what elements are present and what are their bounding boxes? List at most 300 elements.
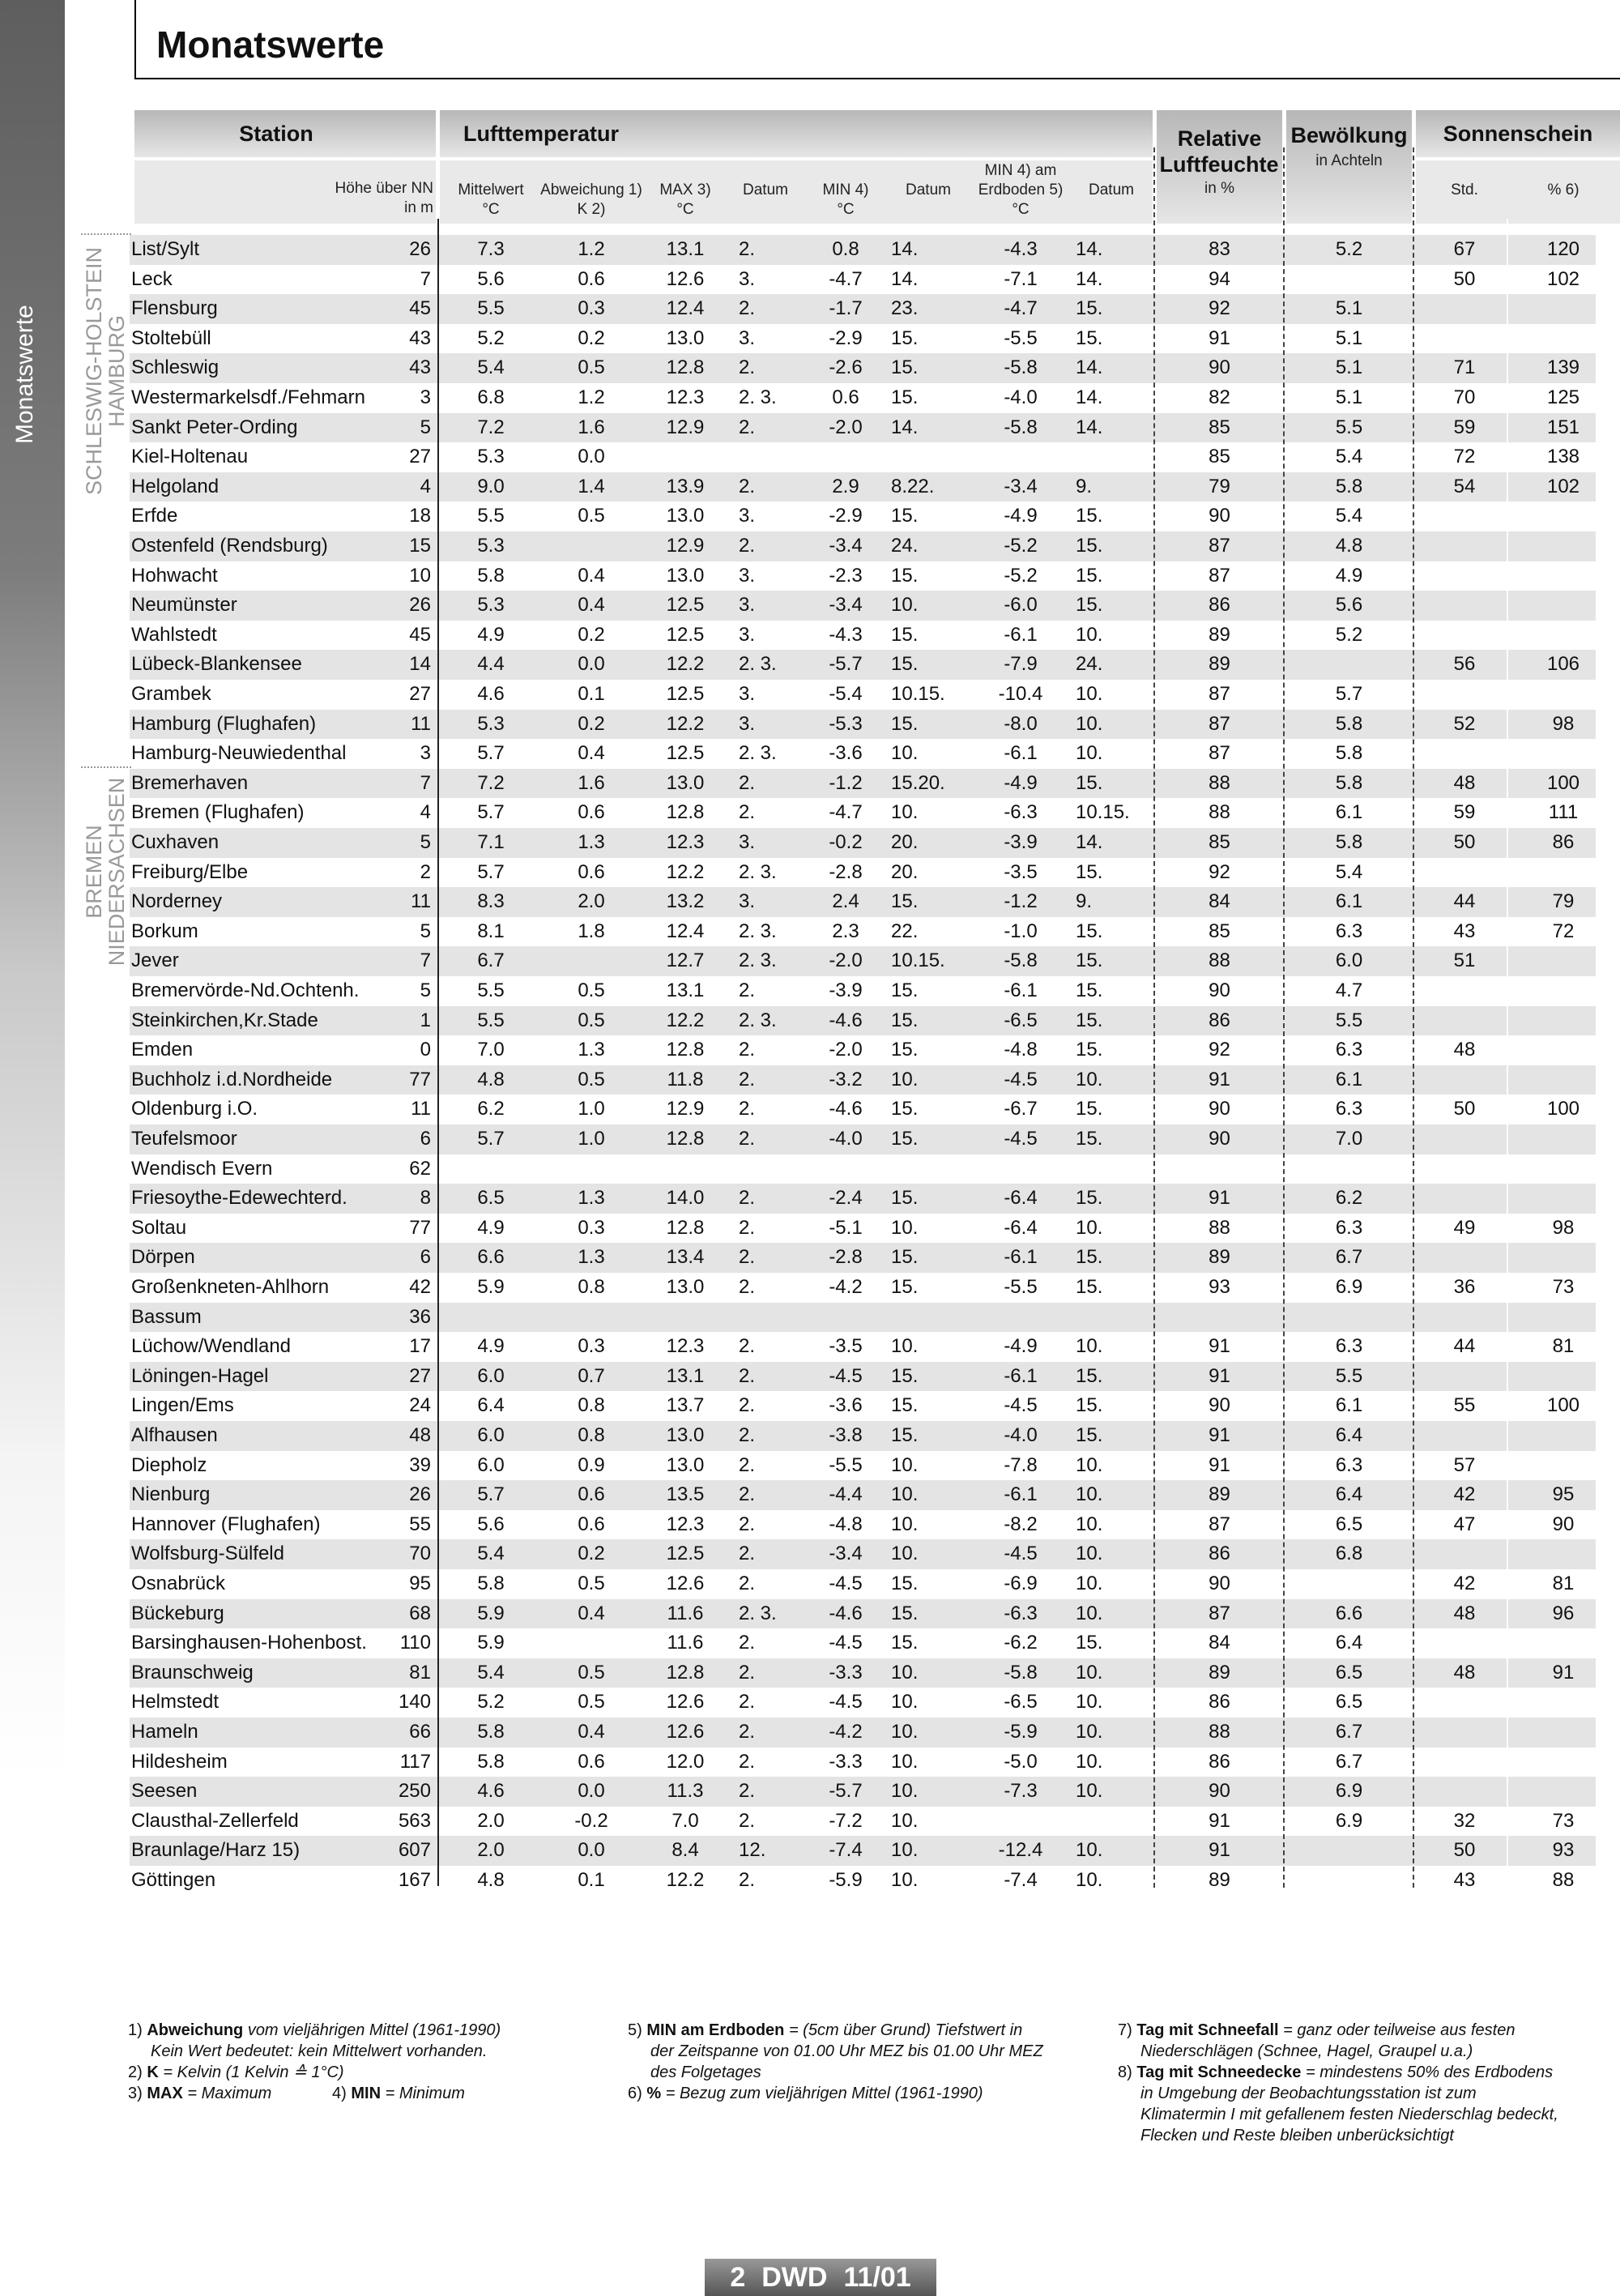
- max-date: 2. 3.: [739, 1009, 777, 1031]
- station-name: Wendisch Evern: [131, 1157, 273, 1180]
- table-row: [130, 1154, 1596, 1184]
- max-temp: 12.8: [666, 1216, 705, 1239]
- max-temp: 13.9: [666, 475, 705, 497]
- station-name: Steinkirchen,Kr.Stade: [131, 1009, 318, 1031]
- ground-date: 10.: [1076, 1602, 1103, 1624]
- ground-date: 10.: [1076, 1839, 1103, 1862]
- deviation: 0.5: [578, 1573, 605, 1594]
- cloud-cover: 6.1: [1335, 1068, 1363, 1090]
- mean-temp: 5.7: [477, 1128, 505, 1150]
- deviation: 1.3: [578, 1187, 605, 1210]
- table-row: [130, 1480, 1596, 1510]
- ground-date: 10.: [1076, 1483, 1103, 1506]
- footnote-text: = Maximum: [187, 2085, 272, 2102]
- ground-date: 14.: [1076, 416, 1103, 438]
- deviation: 0.4: [578, 742, 605, 765]
- mean-temp: 7.1: [477, 831, 505, 853]
- ground-min: -4.9: [1004, 771, 1038, 794]
- cloud-cover: 5.7: [1335, 683, 1363, 705]
- footnote-text: = Kelvin (1 Kelvin ≙ 1°C): [163, 2063, 344, 2081]
- height: 14: [409, 653, 431, 676]
- sunshine-hours: 43: [1453, 1869, 1476, 1891]
- ground-date: 10.: [1076, 1335, 1103, 1358]
- deviation: 0.8: [578, 1276, 605, 1298]
- cloud-cover: 6.8: [1335, 1543, 1363, 1565]
- footnote-term: MIN: [351, 2085, 382, 2102]
- ground-min: -6.3: [1004, 801, 1038, 824]
- min-date: 8.22.: [891, 475, 935, 497]
- cloud-cover: 6.3: [1335, 1335, 1363, 1358]
- ground-date: 24.: [1076, 653, 1103, 676]
- deviation: 1.0: [578, 1098, 605, 1120]
- max-temp: 13.1: [666, 979, 705, 1001]
- footnote-number: 6): [628, 2085, 642, 2102]
- sunshine-percent: 79: [1552, 890, 1575, 913]
- deviation: 0.8: [578, 1424, 605, 1446]
- ground-min: -4.9: [1004, 1335, 1038, 1358]
- station-name: Grambek: [131, 683, 211, 705]
- station-name: Barsinghausen-Hohenbost.: [131, 1632, 367, 1654]
- max-temp: 12.3: [666, 1513, 705, 1535]
- min-temp: -2.3: [829, 564, 863, 587]
- cloud-cover: 5.8: [1335, 475, 1363, 497]
- deviation: 1.0: [578, 1128, 605, 1150]
- humidity: 87: [1209, 683, 1230, 705]
- mean-temp: 5.7: [477, 801, 505, 824]
- table-row: [130, 1184, 1596, 1214]
- humidity: 92: [1209, 297, 1230, 320]
- station-name: Bückeburg: [131, 1602, 224, 1624]
- height: 6: [420, 1128, 431, 1150]
- humidity: 88: [1209, 771, 1230, 794]
- ground-min: -6.1: [1004, 623, 1038, 646]
- table-row: [130, 828, 1596, 858]
- humidity: 84: [1209, 890, 1230, 913]
- humidity: 89: [1209, 1246, 1230, 1269]
- height: 18: [409, 505, 431, 527]
- sunshine-hours: 50: [1453, 267, 1476, 290]
- group-line2: HAMBURG: [104, 315, 129, 428]
- max-temp: 12.5: [666, 683, 705, 705]
- mean-temp: 6.0: [477, 1453, 505, 1476]
- ground-date: 15.: [1076, 1039, 1103, 1061]
- sunshine-percent: 151: [1546, 416, 1580, 438]
- ground-min: -6.4: [1004, 1187, 1038, 1210]
- cloud-cover: 6.1: [1335, 1394, 1363, 1417]
- ground-min: -6.2: [1004, 1632, 1038, 1654]
- max-temp: 11.8: [667, 1068, 704, 1090]
- humidity: 90: [1209, 1573, 1230, 1594]
- ground-date: 10.: [1076, 1453, 1103, 1476]
- height: 43: [409, 326, 431, 349]
- footnote-term: MIN am Erdboden: [646, 2021, 785, 2039]
- humidity: 92: [1209, 860, 1230, 883]
- ground-date: 14.: [1076, 356, 1103, 379]
- min-date: 15.: [891, 1602, 919, 1624]
- height: 45: [409, 623, 431, 646]
- deviation: 0.3: [578, 1216, 605, 1239]
- humidity: 90: [1209, 1780, 1230, 1803]
- station-name: Buchholz i.d.Nordheide: [131, 1068, 333, 1090]
- ground-date: 15.: [1076, 1632, 1103, 1654]
- footnote-text: in Umgebung der Beobachtungsstation ist zum: [1140, 2085, 1477, 2102]
- sunshine-percent: 102: [1546, 267, 1580, 290]
- column-divider: [437, 219, 439, 1886]
- deviation: 0.2: [578, 712, 605, 735]
- ground-min: -6.4: [1004, 1216, 1038, 1239]
- max-temp: 13.0: [666, 1424, 705, 1446]
- mean-temp: 5.3: [477, 594, 505, 617]
- ground-date: 15.: [1076, 1009, 1103, 1031]
- max-date: 3.: [739, 712, 756, 735]
- ground-min: -10.4: [998, 683, 1043, 705]
- footnote-7: [1118, 2020, 1616, 2062]
- footnote-text: der Zeitspanne von 01.00 Uhr MEZ bis 01.00 Uhr MEZ: [650, 2042, 1043, 2060]
- height: 17: [409, 1335, 431, 1358]
- min-date: 10.15.: [891, 683, 945, 705]
- height: 27: [409, 683, 431, 705]
- mean-temp: 4.9: [477, 1335, 505, 1358]
- min-temp: -2.0: [829, 416, 863, 438]
- min-temp: -4.6: [829, 1009, 863, 1031]
- sunshine-hours: 50: [1453, 831, 1476, 853]
- station-name: Braunlage/Harz 15): [131, 1839, 301, 1862]
- height: 11: [411, 890, 431, 913]
- humidity: 91: [1209, 1839, 1230, 1862]
- sunshine-percent: 91: [1552, 1661, 1575, 1684]
- station-name: Borkum: [131, 920, 198, 942]
- deviation: 0.8: [578, 1394, 605, 1417]
- humidity: 90: [1209, 1128, 1230, 1150]
- ground-min: -5.9: [1004, 1721, 1038, 1743]
- max-date: 2.: [739, 1543, 756, 1565]
- min-temp: -7.4: [829, 1839, 863, 1862]
- min-date: 10.: [891, 742, 919, 765]
- ground-min: -6.9: [1004, 1573, 1038, 1594]
- height: 27: [409, 1364, 431, 1387]
- ground-min: -7.8: [1004, 1453, 1038, 1476]
- height: 26: [409, 1483, 431, 1506]
- max-date: 3.: [739, 683, 756, 705]
- max-temp: 13.1: [666, 1364, 705, 1387]
- cloud-cover: 5.1: [1335, 386, 1363, 408]
- ground-date: 10.: [1076, 1691, 1103, 1713]
- table-row: [130, 1332, 1596, 1362]
- header-hoehe-2: in m: [404, 199, 433, 216]
- sunshine-percent: 73: [1552, 1276, 1575, 1298]
- height: 10: [409, 564, 431, 587]
- cloud-cover: 6.3: [1335, 1039, 1363, 1061]
- ground-min: -6.1: [1004, 979, 1038, 1001]
- footnote-text: Niederschlägen (Schnee, Hagel, Graupel u.a.): [1140, 2042, 1473, 2060]
- sunshine-percent: 93: [1552, 1839, 1575, 1862]
- cloud-cover: 6.4: [1335, 1424, 1363, 1446]
- min-date: 15.: [891, 1424, 919, 1446]
- ground-date: 9.: [1076, 475, 1093, 497]
- min-date: 15.: [891, 890, 919, 913]
- ground-date: 10.: [1076, 1216, 1103, 1239]
- max-date: 2.: [739, 1750, 756, 1773]
- mean-temp: 5.5: [477, 979, 505, 1001]
- station-name: Wahlstedt: [131, 623, 217, 646]
- max-date: 2.: [739, 1098, 756, 1120]
- height: 27: [409, 446, 431, 468]
- humidity: 88: [1209, 1721, 1230, 1743]
- min-date: 10.: [891, 1721, 919, 1743]
- mean-temp: 7.3: [477, 238, 505, 260]
- deviation: 0.5: [578, 505, 605, 527]
- cloud-cover: 5.4: [1335, 505, 1363, 527]
- mean-temp: 4.9: [477, 623, 505, 646]
- page-number: 2: [730, 2261, 746, 2293]
- max-temp: 12.2: [666, 1009, 705, 1031]
- ground-min: -4.9: [1004, 505, 1038, 527]
- sunshine-hours: 42: [1453, 1483, 1476, 1506]
- max-date: 2.: [739, 1187, 756, 1210]
- deviation: 0.1: [578, 1869, 605, 1891]
- table-row: [130, 1214, 1596, 1244]
- humidity: 79: [1209, 475, 1230, 497]
- humidity: 90: [1209, 505, 1230, 527]
- table-row: [130, 294, 1596, 324]
- max-temp: 12.9: [666, 416, 705, 438]
- table-row: [130, 1035, 1596, 1065]
- mean-temp: 5.3: [477, 535, 505, 557]
- ground-min: -5.8: [1004, 356, 1038, 379]
- table-row: [130, 324, 1596, 354]
- table-row: [130, 1569, 1596, 1599]
- height: 3: [420, 386, 431, 408]
- sunshine-hours: 71: [1453, 356, 1476, 379]
- min-temp: -0.2: [829, 831, 863, 853]
- max-date: 2.: [739, 1039, 756, 1061]
- header-hoehe-1: Höhe über NN: [335, 180, 433, 197]
- deviation: 1.6: [578, 416, 605, 438]
- cloud-cover: 6.5: [1335, 1661, 1363, 1684]
- sunshine-percent: 100: [1546, 771, 1580, 794]
- ground-date: 15.: [1076, 535, 1103, 557]
- cloud-cover: 6.1: [1335, 890, 1363, 913]
- max-date: 2.: [739, 1721, 756, 1743]
- table-row: [130, 1362, 1596, 1392]
- max-temp: 13.2: [666, 890, 705, 913]
- footnote-number: 4): [332, 2085, 347, 2102]
- column-divider: [1413, 147, 1414, 1888]
- sunshine-percent: 72: [1552, 920, 1575, 942]
- table-row: [130, 413, 1596, 443]
- min-date: 15.: [891, 1009, 919, 1031]
- header-prozent: % 6): [1547, 181, 1580, 198]
- table-row: [130, 1095, 1596, 1125]
- max-temp: 12.6: [666, 1691, 705, 1713]
- min-temp: -2.8: [829, 860, 863, 883]
- sunshine-percent: 86: [1552, 831, 1575, 853]
- max-date: 2.: [739, 238, 756, 260]
- cloud-cover: 6.0: [1335, 950, 1363, 972]
- max-temp: 12.5: [666, 1543, 705, 1565]
- mean-temp: 5.2: [477, 326, 505, 349]
- header-humidity-unit: in %: [1204, 180, 1234, 197]
- ground-min: -4.7: [1004, 297, 1038, 320]
- station-name: Hamburg (Flughafen): [131, 712, 317, 735]
- height: 3: [420, 742, 431, 765]
- height: 55: [409, 1513, 431, 1535]
- max-temp: 13.0: [666, 1453, 705, 1476]
- min-date: 15.: [891, 386, 919, 408]
- station-name: Helgoland: [131, 475, 220, 497]
- table-row: [130, 531, 1596, 561]
- mean-temp: 2.0: [477, 1839, 505, 1862]
- mean-temp: 6.0: [477, 1364, 505, 1387]
- max-temp: 13.0: [666, 564, 705, 587]
- height: 7: [420, 950, 431, 972]
- min-date: 15.: [891, 712, 919, 735]
- min-temp: -3.4: [829, 594, 863, 617]
- mean-temp: 6.6: [477, 1246, 505, 1269]
- max-date: 3.: [739, 594, 756, 617]
- height: 81: [409, 1661, 431, 1684]
- table-row: [130, 798, 1596, 828]
- deviation: 1.2: [578, 386, 605, 408]
- max-date: 2.: [739, 1691, 756, 1713]
- humidity: 87: [1209, 564, 1230, 587]
- max-temp: 12.3: [666, 386, 705, 408]
- min-date: 15.: [891, 1394, 919, 1417]
- max-date: 2.: [739, 356, 756, 379]
- table-row: [130, 710, 1596, 740]
- max-temp: 12.8: [666, 1661, 705, 1684]
- ground-date: 15.: [1076, 1098, 1103, 1120]
- station-name: Nienburg: [131, 1483, 211, 1506]
- deviation: 0.2: [578, 623, 605, 646]
- footnote-term: MAX: [147, 2085, 183, 2102]
- ground-date: 15.: [1076, 1364, 1103, 1387]
- ground-min: -5.8: [1004, 950, 1038, 972]
- humidity: 91: [1209, 1809, 1230, 1832]
- ground-date: 15.: [1076, 1246, 1103, 1269]
- ground-date: 10.: [1076, 1750, 1103, 1773]
- humidity: 89: [1209, 623, 1230, 646]
- ground-min: -7.3: [1004, 1780, 1038, 1803]
- deviation: 0.1: [578, 683, 605, 705]
- publisher-label: DWD: [761, 2261, 828, 2293]
- max-temp: 12.2: [666, 653, 705, 676]
- sunshine-percent: 81: [1552, 1573, 1575, 1594]
- sunshine-hours: 57: [1453, 1453, 1476, 1476]
- station-name: Hohwacht: [131, 564, 218, 587]
- min-date: 10.: [891, 1068, 919, 1090]
- mean-temp: 5.9: [477, 1602, 505, 1624]
- max-temp: 13.5: [666, 1483, 705, 1506]
- sunshine-percent: 73: [1552, 1809, 1575, 1832]
- sunshine-percent: 125: [1546, 386, 1580, 408]
- table-row: [130, 1421, 1596, 1451]
- max-temp: 12.5: [666, 623, 705, 646]
- max-date: 3.: [739, 267, 756, 290]
- min-date: 15.: [891, 1632, 919, 1654]
- min-temp: -3.8: [829, 1424, 863, 1446]
- station-name: Seesen: [131, 1780, 198, 1803]
- cloud-cover: 6.7: [1335, 1246, 1363, 1269]
- min-date: 15.: [891, 1246, 919, 1269]
- ground-date: 15.: [1076, 564, 1103, 587]
- ground-min: -7.9: [1004, 653, 1038, 676]
- deviation: 0.4: [578, 564, 605, 587]
- height: 45: [409, 297, 431, 320]
- min-date: 15.: [891, 1039, 919, 1061]
- max-date: 2.: [739, 771, 756, 794]
- ground-date: 10.15.: [1076, 801, 1130, 824]
- cloud-cover: 6.6: [1335, 1602, 1363, 1624]
- footnote-text: des Folgetages: [650, 2063, 761, 2081]
- humidity: 87: [1209, 1602, 1230, 1624]
- mean-temp: 5.7: [477, 1483, 505, 1506]
- min-date: 14.: [891, 416, 919, 438]
- height: 26: [409, 594, 431, 617]
- min-temp: 0.8: [832, 238, 859, 260]
- humidity: 91: [1209, 1187, 1230, 1210]
- height: 26: [409, 238, 431, 260]
- max-date: 2.: [739, 1335, 756, 1358]
- mean-temp: 5.8: [477, 1573, 505, 1594]
- height: 7: [420, 267, 431, 290]
- sunshine-hours: 50: [1453, 1098, 1476, 1120]
- footnote-text: Kein Wert bedeutet: kein Mittelwert vorhanden.: [151, 2042, 488, 2060]
- deviation: 0.5: [578, 356, 605, 379]
- cloud-cover: 6.3: [1335, 920, 1363, 942]
- height: 70: [409, 1543, 431, 1565]
- height: 607: [398, 1839, 431, 1862]
- min-date: 10.: [891, 1453, 919, 1476]
- max-temp: 12.5: [666, 594, 705, 617]
- deviation: 0.5: [578, 1009, 605, 1031]
- sunshine-hours: 50: [1453, 1839, 1476, 1862]
- max-date: 2. 3.: [739, 950, 777, 972]
- station-name: Bremervörde-Nd.Ochtenh.: [131, 979, 360, 1001]
- mean-temp: 8.1: [477, 920, 505, 942]
- ground-min: -5.2: [1004, 564, 1038, 587]
- station-name: Diepholz: [131, 1453, 207, 1476]
- min-date: 15.: [891, 653, 919, 676]
- ground-min: -8.0: [1004, 712, 1038, 735]
- min-temp: -4.8: [829, 1513, 863, 1535]
- max-date: 2. 3.: [739, 860, 777, 883]
- station-name: Jever: [131, 950, 179, 972]
- cloud-cover: 6.7: [1335, 1750, 1363, 1773]
- max-temp: 12.4: [666, 297, 705, 320]
- sunshine-hours: 55: [1453, 1394, 1476, 1417]
- ground-date: 14.: [1076, 267, 1103, 290]
- footnote-term: Tag mit Schneefall: [1136, 2021, 1279, 2039]
- max-date: 2.: [739, 1276, 756, 1298]
- max-temp: 12.6: [666, 1721, 705, 1743]
- group-label-bremen-niedersachsen: [83, 742, 128, 1001]
- ground-min: -7.1: [1004, 267, 1038, 290]
- table-row: [130, 591, 1596, 621]
- station-name: Hamburg-Neuwiedenthal: [131, 742, 347, 765]
- humidity: 86: [1209, 594, 1230, 617]
- table-row: [130, 1599, 1596, 1629]
- sunshine-hours: 51: [1453, 950, 1476, 972]
- height: 1: [420, 1009, 431, 1031]
- max-temp: 12.8: [666, 1128, 705, 1150]
- min-date: 10.: [891, 1839, 919, 1862]
- group-label-schleswig-holstein: [83, 225, 128, 517]
- cloud-cover: 5.4: [1335, 860, 1363, 883]
- ground-date: 10.: [1076, 1721, 1103, 1743]
- ground-min: -4.5: [1004, 1068, 1038, 1090]
- station-name: Schleswig: [131, 356, 220, 379]
